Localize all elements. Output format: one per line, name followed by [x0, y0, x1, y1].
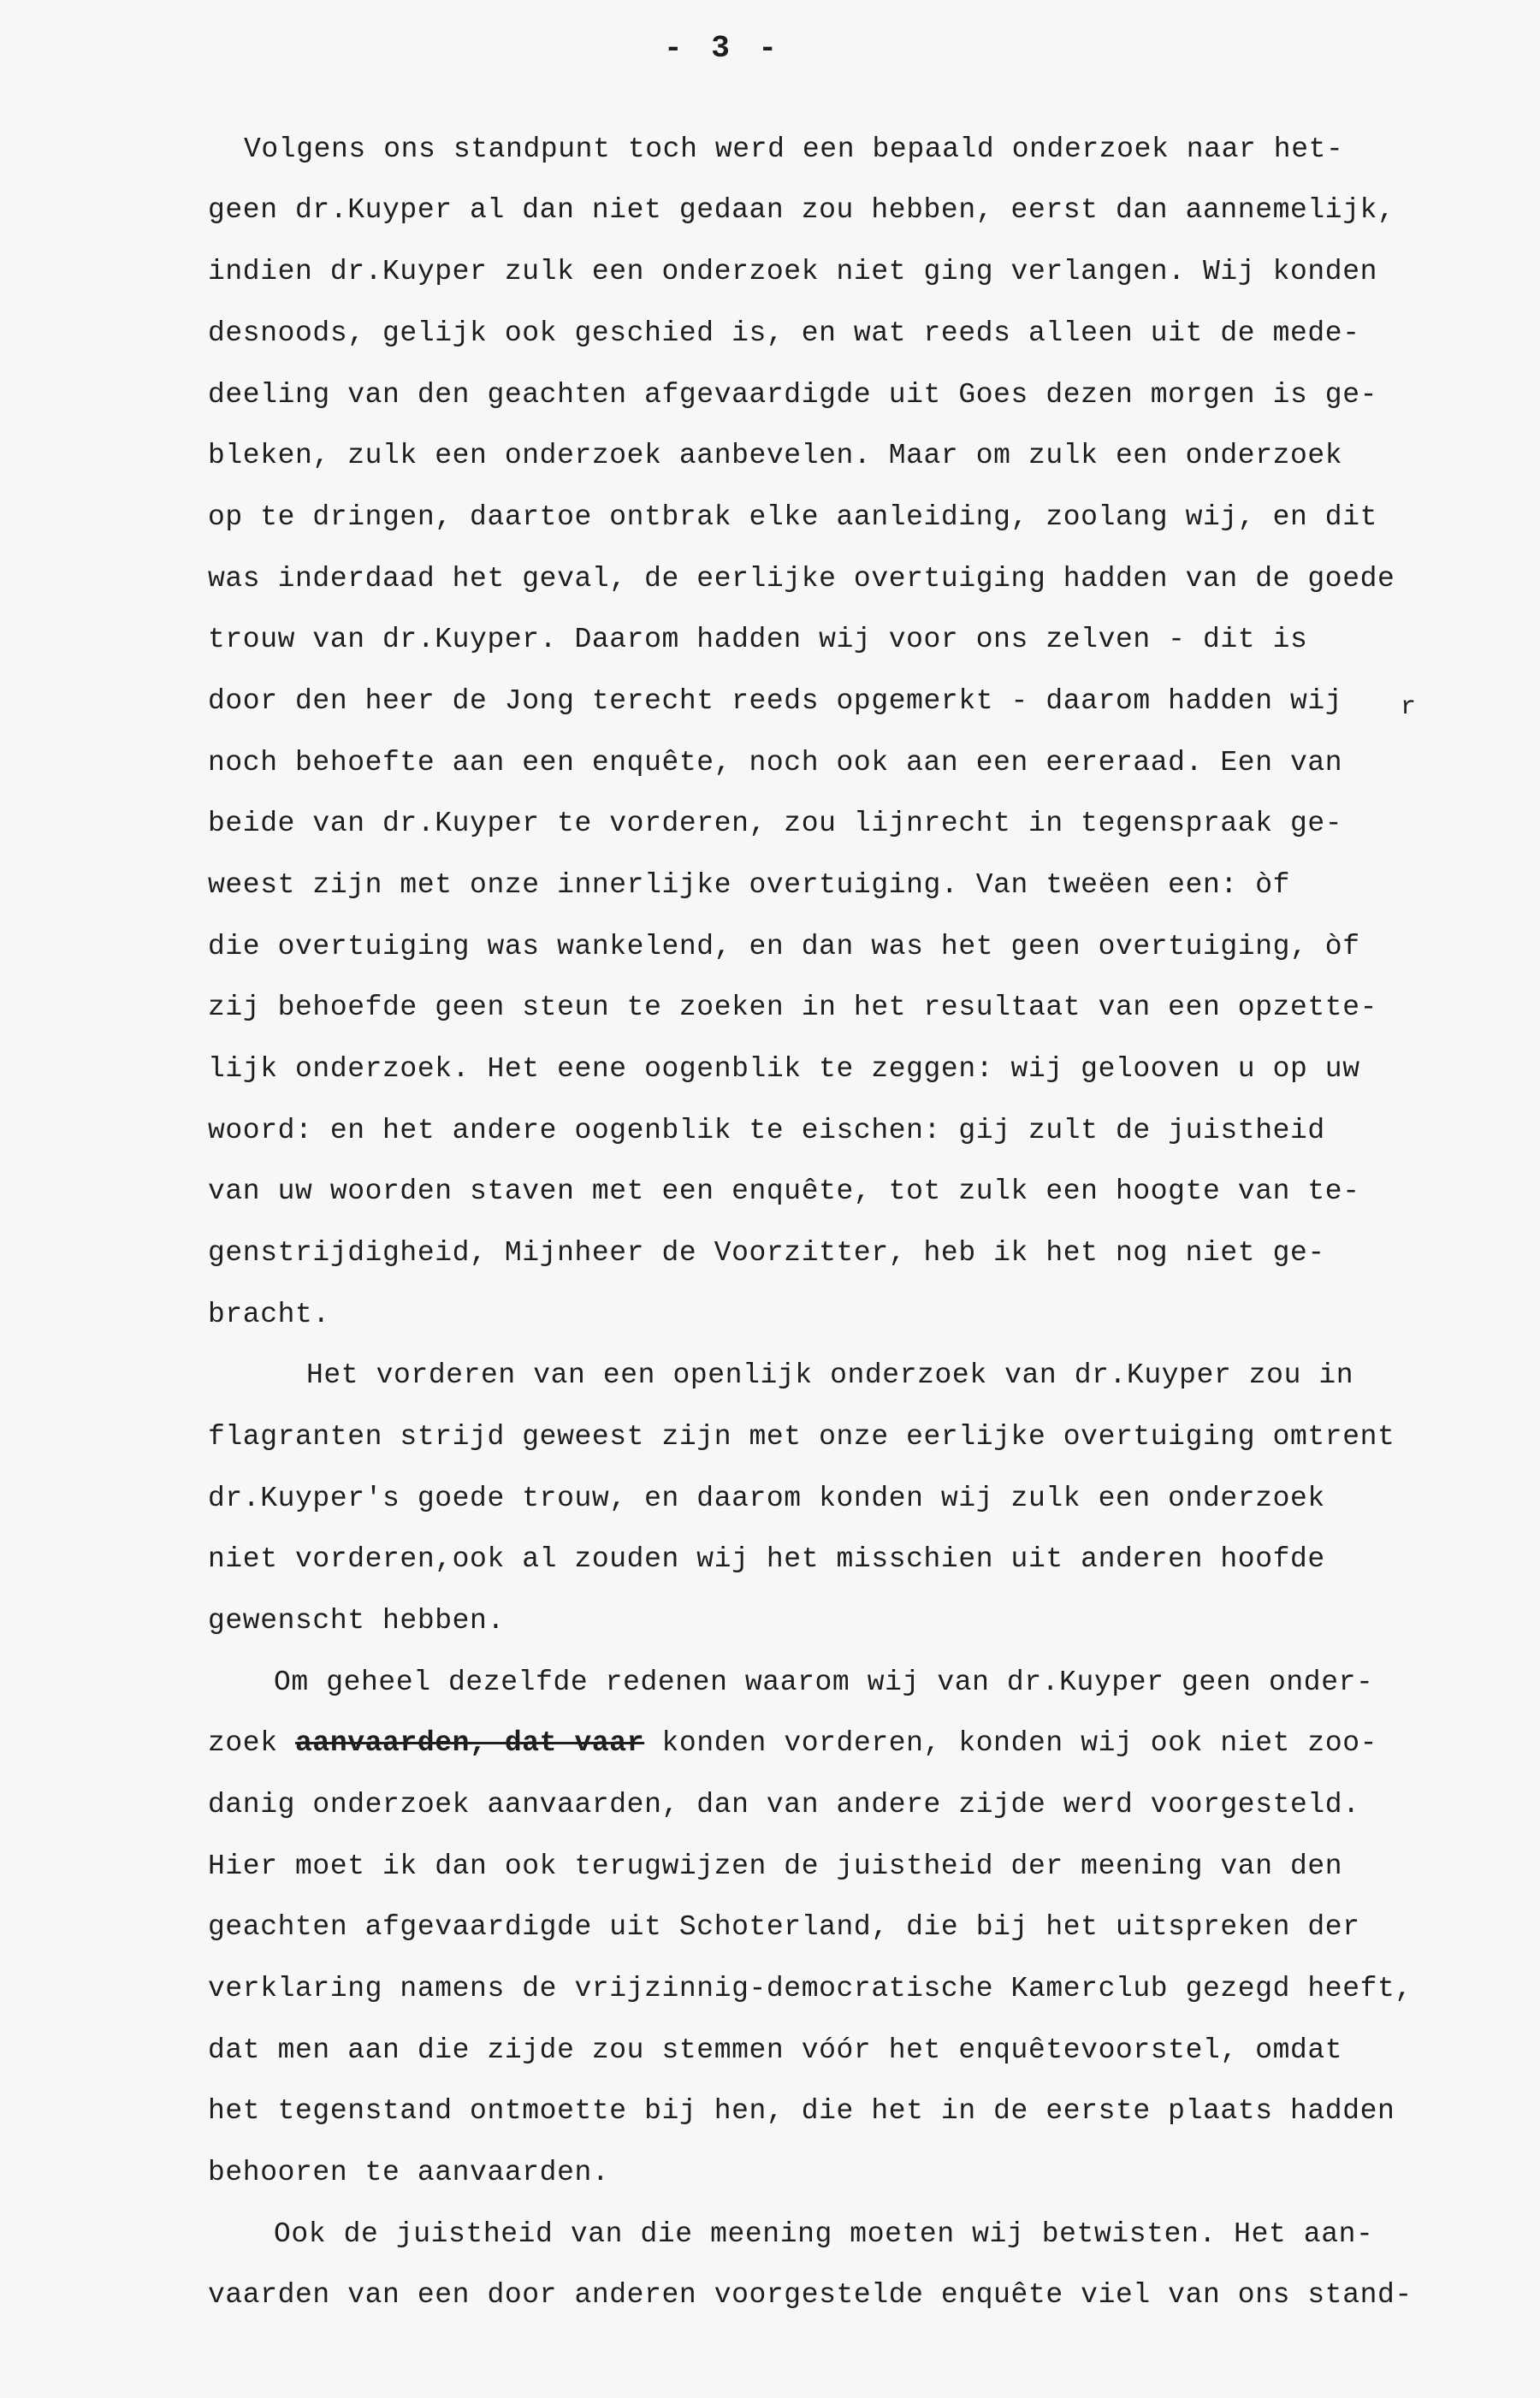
text-line: Volgens ons standpunt toch werd een bepaald onderzoek naar het- [244, 133, 1344, 165]
text-line: weest zijn met onze innerlijke overtuiging. Van tweëen een: òf [208, 869, 1290, 901]
text-line [208, 1722, 1377, 1765]
text-line: bracht. [208, 1299, 330, 1330]
text-line: op te dringen, daartoe ontbrak elke aanleiding, zoolang wij, en dit [208, 501, 1378, 533]
text-line: geen dr.Kuyper al dan niet gedaan zou hebben, eerst dan aannemelijk, [208, 194, 1395, 226]
text-line: dr.Kuyper's goede trouw, en daarom konden wij zulk een onderzoek [208, 1483, 1325, 1514]
text-line: Hier moet ik dan ook terugwijzen de juistheid der meening van den [208, 1850, 1343, 1882]
text-line: geachten afgevaardigde uit Schoterland, die bij het uitspreken der [208, 1911, 1360, 1943]
struck-out-text: aanvaarden, dat vaar [295, 1727, 645, 1759]
text-line: flagranten strijd geweest zijn met onze eerlijke overtuiging omtrent [208, 1421, 1395, 1453]
text-line: desnoods, gelijk ook geschied is, en wat reeds alleen uit de mede- [208, 317, 1360, 349]
text-line: door den heer de Jong terecht reeds opgemerkt - daarom hadden wij [208, 685, 1343, 717]
text-line: gewenscht hebben. [208, 1605, 505, 1637]
text-line: lijk onderzoek. Het eene oogenblik te zeggen: wij gelooven u op uw [208, 1053, 1360, 1085]
text-line: trouw van dr.Kuyper. Daarom hadden wij voor ons zelven - dit is [208, 624, 1308, 655]
text-line: Het vorderen van een openlijk onderzoek van dr.Kuyper zou in [306, 1359, 1354, 1391]
text-line: van uw woorden staven met een enquête, tot zulk een hoogte van te- [208, 1175, 1360, 1207]
text-fragment: zoek [208, 1727, 278, 1759]
page-number: - 3 - [663, 31, 783, 66]
handwritten-correction-mark: r [1401, 693, 1417, 722]
text-line: Om geheel dezelfde redenen waarom wij van dr.Kuyper geen onder- [274, 1667, 1374, 1698]
text-line: noch behoefte aan een enquête, noch ook aan een eereraad. Een van [208, 747, 1343, 779]
text-line: die overtuiging was wankelend, en dan was het geen overtuiging, òf [208, 931, 1360, 962]
text-line: dat men aan die zijde zou stemmen vóór het enquêtevoorstel, omdat [208, 2034, 1343, 2066]
text-line: woord: en het andere oogenblik te eischen: gij zult de juistheid [208, 1115, 1325, 1146]
text-line: Ook de juistheid van die meening moeten wij betwisten. Het aan- [274, 2218, 1374, 2250]
text-line: danig onderzoek aanvaarden, dan van andere zijde werd voorgesteld. [208, 1789, 1360, 1821]
text-line: indien dr.Kuyper zulk een onderzoek niet ging verlangen. Wij konden [208, 256, 1378, 287]
text-line: verklaring namens de vrijzinnig-democratische Kamerclub gezegd heeft, [208, 1973, 1413, 2004]
text-line: genstrijdigheid, Mijnheer de Voorzitter, heb ik het nog niet ge- [208, 1237, 1325, 1269]
text-line: bleken, zulk een onderzoek aanbevelen. Maar om zulk een onderzoek [208, 440, 1343, 471]
text-line: zij behoefde geen steun te zoeken in het resultaat van een opzette- [208, 992, 1378, 1023]
text-line: vaarden van een door anderen voorgestelde enquête viel van ons stand- [208, 2279, 1413, 2311]
text-line: deeling van den geachten afgevaardigde uit Goes dezen morgen is ge- [208, 379, 1378, 411]
text-line: behooren te aanvaarden. [208, 2157, 610, 2188]
text-fragment: konden vorderen, konden wij ook niet zoo- [644, 1727, 1378, 1759]
text-line: niet vorderen,ook al zouden wij het misschien uit anderen hoofde [208, 1543, 1325, 1575]
text-line: het tegenstand ontmoette bij hen, die het in de eerste plaats hadden [208, 2095, 1395, 2127]
text-line: beide van dr.Kuyper te vorderen, zou lijnrecht in tegenspraak ge- [208, 808, 1343, 839]
text-line: was inderdaad het geval, de eerlijke overtuiging hadden van de goede [208, 563, 1395, 595]
